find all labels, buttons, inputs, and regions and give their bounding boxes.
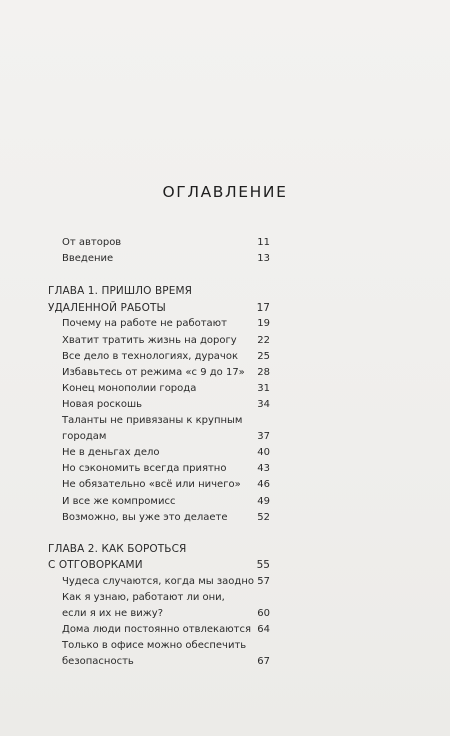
page-number: 49 <box>257 495 270 507</box>
toc-entry: Дома люди постоянно отвлекаются <box>62 624 251 636</box>
toc-entry: Новая роскошь <box>62 398 143 410</box>
toc-entry: От авторов <box>62 237 122 248</box>
toc-entry: Но сэкономить всегда приятно <box>62 463 227 475</box>
toc-entry: безопасность <box>62 656 134 668</box>
toc-entry: Таланты не привязаны к крупным <box>62 415 243 426</box>
chapter-heading: ГЛАВА 2. КАК БОРОТЬСЯ <box>48 542 187 555</box>
page-number: 11 <box>257 237 270 248</box>
toc-entry: Избавьтесь от режима «с 9 до 17» <box>62 366 245 378</box>
page-number: 52 <box>257 511 270 523</box>
toc-entry: Чудеса случаются, когда мы заодно <box>62 575 254 587</box>
toc-entry: И все же компромисс <box>62 495 176 507</box>
toc-entry: Возможно, вы уже это делаете <box>62 511 228 523</box>
page-number: 22 <box>257 334 270 346</box>
page-number: 13 <box>257 253 270 265</box>
page-number: 43 <box>257 463 270 475</box>
page-number: 55 <box>256 559 270 572</box>
toc-entry: Как я узнаю, работают ли они, <box>62 592 225 603</box>
toc-entry: городам <box>62 431 107 443</box>
page-number: 57 <box>257 575 270 587</box>
page-number: 34 <box>257 398 270 410</box>
page-number: 64 <box>257 624 270 636</box>
page-number: 40 <box>257 447 270 459</box>
page-number: 25 <box>257 350 270 362</box>
page-number: 60 <box>257 608 270 620</box>
toc-entry: Только в офисе можно обеспечить <box>62 640 247 652</box>
chapter-heading: УДАЛЕННОЙ РАБОТЫ <box>48 301 166 314</box>
page-number: 37 <box>257 431 270 443</box>
toc-entry: Не в деньгах дело <box>62 447 160 459</box>
chapter-heading: С ОТГОВОРКАМИ <box>48 559 143 572</box>
toc-entry: Хватит тратить жизнь на дорогу <box>62 334 237 346</box>
chapter-heading: ГЛАВА 1. ПРИШЛО ВРЕМЯ <box>48 285 192 298</box>
page-number: 17 <box>256 301 270 314</box>
page-number: 19 <box>257 318 270 330</box>
toc-entry: Конец монополии города <box>62 382 197 394</box>
toc-entry: Почему на работе не работают <box>62 318 227 330</box>
toc-entry: Введение <box>62 253 114 265</box>
page-number: 46 <box>257 479 270 491</box>
page-number: 28 <box>257 366 270 378</box>
page-number: 67 <box>257 656 270 668</box>
toc-entry: Не обязательно «всё или ничего» <box>62 479 241 491</box>
toc-entry: Все дело в технологиях, дурачок <box>62 350 238 362</box>
page-title: ОГЛАВЛЕНИЕ <box>162 183 288 201</box>
page-number: 31 <box>257 382 270 394</box>
toc-entry: если я их не вижу? <box>62 608 164 620</box>
